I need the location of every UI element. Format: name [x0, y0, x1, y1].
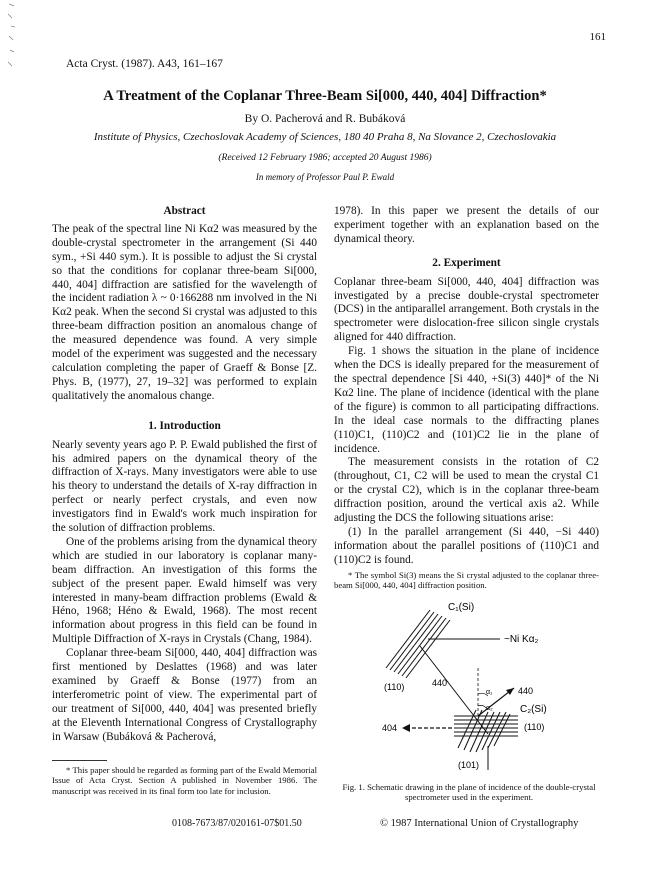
figure-caption: Fig. 1. Schematic drawing in the plane of incidence of the double-crystal spectrometer used in the experiment. — [342, 782, 596, 803]
label-c1: C₁(Si) — [448, 602, 475, 613]
experiment-paragraph-3: The measurement consists in the rotation of C2 (throughout, C1, C2 will be used to mean the crystal C1 or the crystal C2), which is in the coplanar three-beam diffraction position, around the vertical axis a2. While adjusting the DCS the following situations arise: — [334, 456, 599, 525]
dedication: In memory of Professor Paul P. Ewald — [255, 172, 395, 182]
label-beam: ~Ni Kα₂ — [504, 634, 539, 645]
right-column — [334, 205, 599, 568]
issn-price: 0108-7673/87/020161-07$01.50 — [172, 818, 302, 829]
left-footnote-block — [52, 760, 317, 796]
right-footnote-block — [334, 570, 599, 591]
experiment-paragraph-1: Coplanar three-beam Si[000, 440, 404] diffraction was investigated by a precise double-crystal spectrometer (DCS) in the antiparallel arrangement. Both crystals in the spectrometer were dislocation-free silicon single crystals aligned for 440 diffraction. — [334, 275, 599, 344]
intro-paragraph-3: Coplanar three-beam Si[000, 440, 404] diffraction was first mentioned by Deslattes (1968) and was later examined by Graeff & Bonse (1977) from an interferometric point of view. The experimental part of our treatment of Si[000, 440, 404] was presented briefly at the Eleventh International Congress of Crystallography in Warsaw (Bubáková & Pacherová, — [52, 647, 317, 743]
label-plane-101: (101) — [458, 760, 480, 770]
received-dates: (Received 12 February 1986; accepted 20 August 1986) — [218, 153, 432, 163]
journal-reference-text: Acta Cryst. (1987). A43, 161–167 — [66, 58, 223, 70]
paper-title: A Treatment of the Coplanar Three-Beam Si[000, 440, 404] Diffraction* — [103, 88, 547, 104]
crystal-c1 — [386, 610, 450, 678]
label-440-c2: 440 — [518, 686, 534, 696]
authors-text: By O. Pacherová and R. Bubáková — [244, 113, 406, 125]
left-column — [52, 205, 317, 745]
page-number: 161 — [589, 31, 606, 43]
label-404: 404 — [382, 723, 398, 733]
intro-paragraph-2: One of the problems arising from the dynamical theory which are studied in our laboratory is coplanar many-beam diffraction. An investigation of this forms the subject of the present paper. Ewald himself was very interested in many-beam diffraction problems (Ewald & Héno, 1968; Héno & Ewald, 1968). The most recent information about progress in this field can be found in Multiple Diffraction of X-rays in Crystals (Chang, 1984). — [52, 535, 317, 646]
footnote-rule — [52, 760, 107, 761]
footnote-paper: * This paper should be regarded as forming part of the Ewald Memorial Issue of Acta Cryst. Section A published in November 1986. The manuscript was received in its final form too late for inclusion. — [52, 765, 317, 796]
label-440-c1: 440 — [432, 678, 448, 688]
label-alpha1: α₁ — [486, 689, 493, 696]
journal-reference — [66, 58, 223, 70]
experiment-heading: 2. Experiment — [432, 256, 501, 269]
label-alpha2: α₂ — [486, 705, 493, 712]
intro-continued: 1978). In this paper we present the details of our experiment together with an explanation based on the dynamical theory. — [334, 205, 599, 245]
introduction-heading: 1. Introduction — [148, 419, 221, 432]
copyright-line: © 1987 International Union of Crystallography — [380, 818, 579, 829]
intro-paragraph-1: Nearly seventy years ago P. P. Ewald published the first of his admired papers on the dynamical theory of the diffraction of X-rays. Many investigators were able to use his theory to understand the details of X-ray diffraction in perfect or nearly perfect crystals, and even now investigators find in Ewald's work much inspiration for the solution of diffraction problems. — [52, 438, 317, 535]
experiment-paragraph-2: Fig. 1 shows the situation in the plane of incidence when the DCS is ideally prepared for the measurement of the spectral dependence [Si 440, +Si(3) 440]* of the Ni Kα2 line. The plane of incidence (identical with the plane of the figure) is common to all participating diffractions. In the ideal case normals to the diffracting planes (110)C1, (110)C2 and (101)C2 lie in the plane of incidence. — [334, 345, 599, 455]
abstract-heading: Abstract — [163, 205, 206, 217]
label-c2: C₂(Si) — [520, 704, 547, 715]
figure-1-diagram — [380, 598, 610, 776]
experiment-paragraph-4: (1) In the parallel arrangement (Si 440, −Si 440) information about the parallel positions of (110)C1 and (110)C2 is found. — [334, 525, 599, 566]
label-plane-110-c2: (110) — [524, 722, 545, 732]
institute: Institute of Physics, Czechoslovak Academy of Sciences, 180 40 Praha 8, Na Slovance 2, Czechoslovakia — [93, 131, 557, 143]
footnote-symbol: * The symbol Si(3) means the Si crystal adjusted to the coplanar three-beam Si[000, 440, 404] diffraction position. — [334, 570, 599, 591]
margin-scan-marks — [6, 0, 18, 72]
abstract-text: The peak of the spectral line Ni Kα2 was measured by the double-crystal spectrometer in the arrangement (Si 440 sym., +Si 440 sym.). It is possible to adjust the Si crystal so that the conditions for coplanar three-beam Si[000, 440, 404] diffraction are satisfied for the wavelength of the incident radiation λ ~ 0·166288 nm involved in the Ni Kα2 peak. When the second Si crystal was adjusted to this three-beam diffraction position an anomalous change of the measured dependence was found. A very simple model of the experiment was suggested and the necessary calculation completing the paper of Graeff & Bonse [Z. Phys. B, (1977), 27, 19–32] was performed to explain qualitatively the anomalous change. — [52, 222, 317, 402]
label-plane-110-c1: (110) — [384, 682, 405, 692]
authors — [0, 113, 650, 125]
